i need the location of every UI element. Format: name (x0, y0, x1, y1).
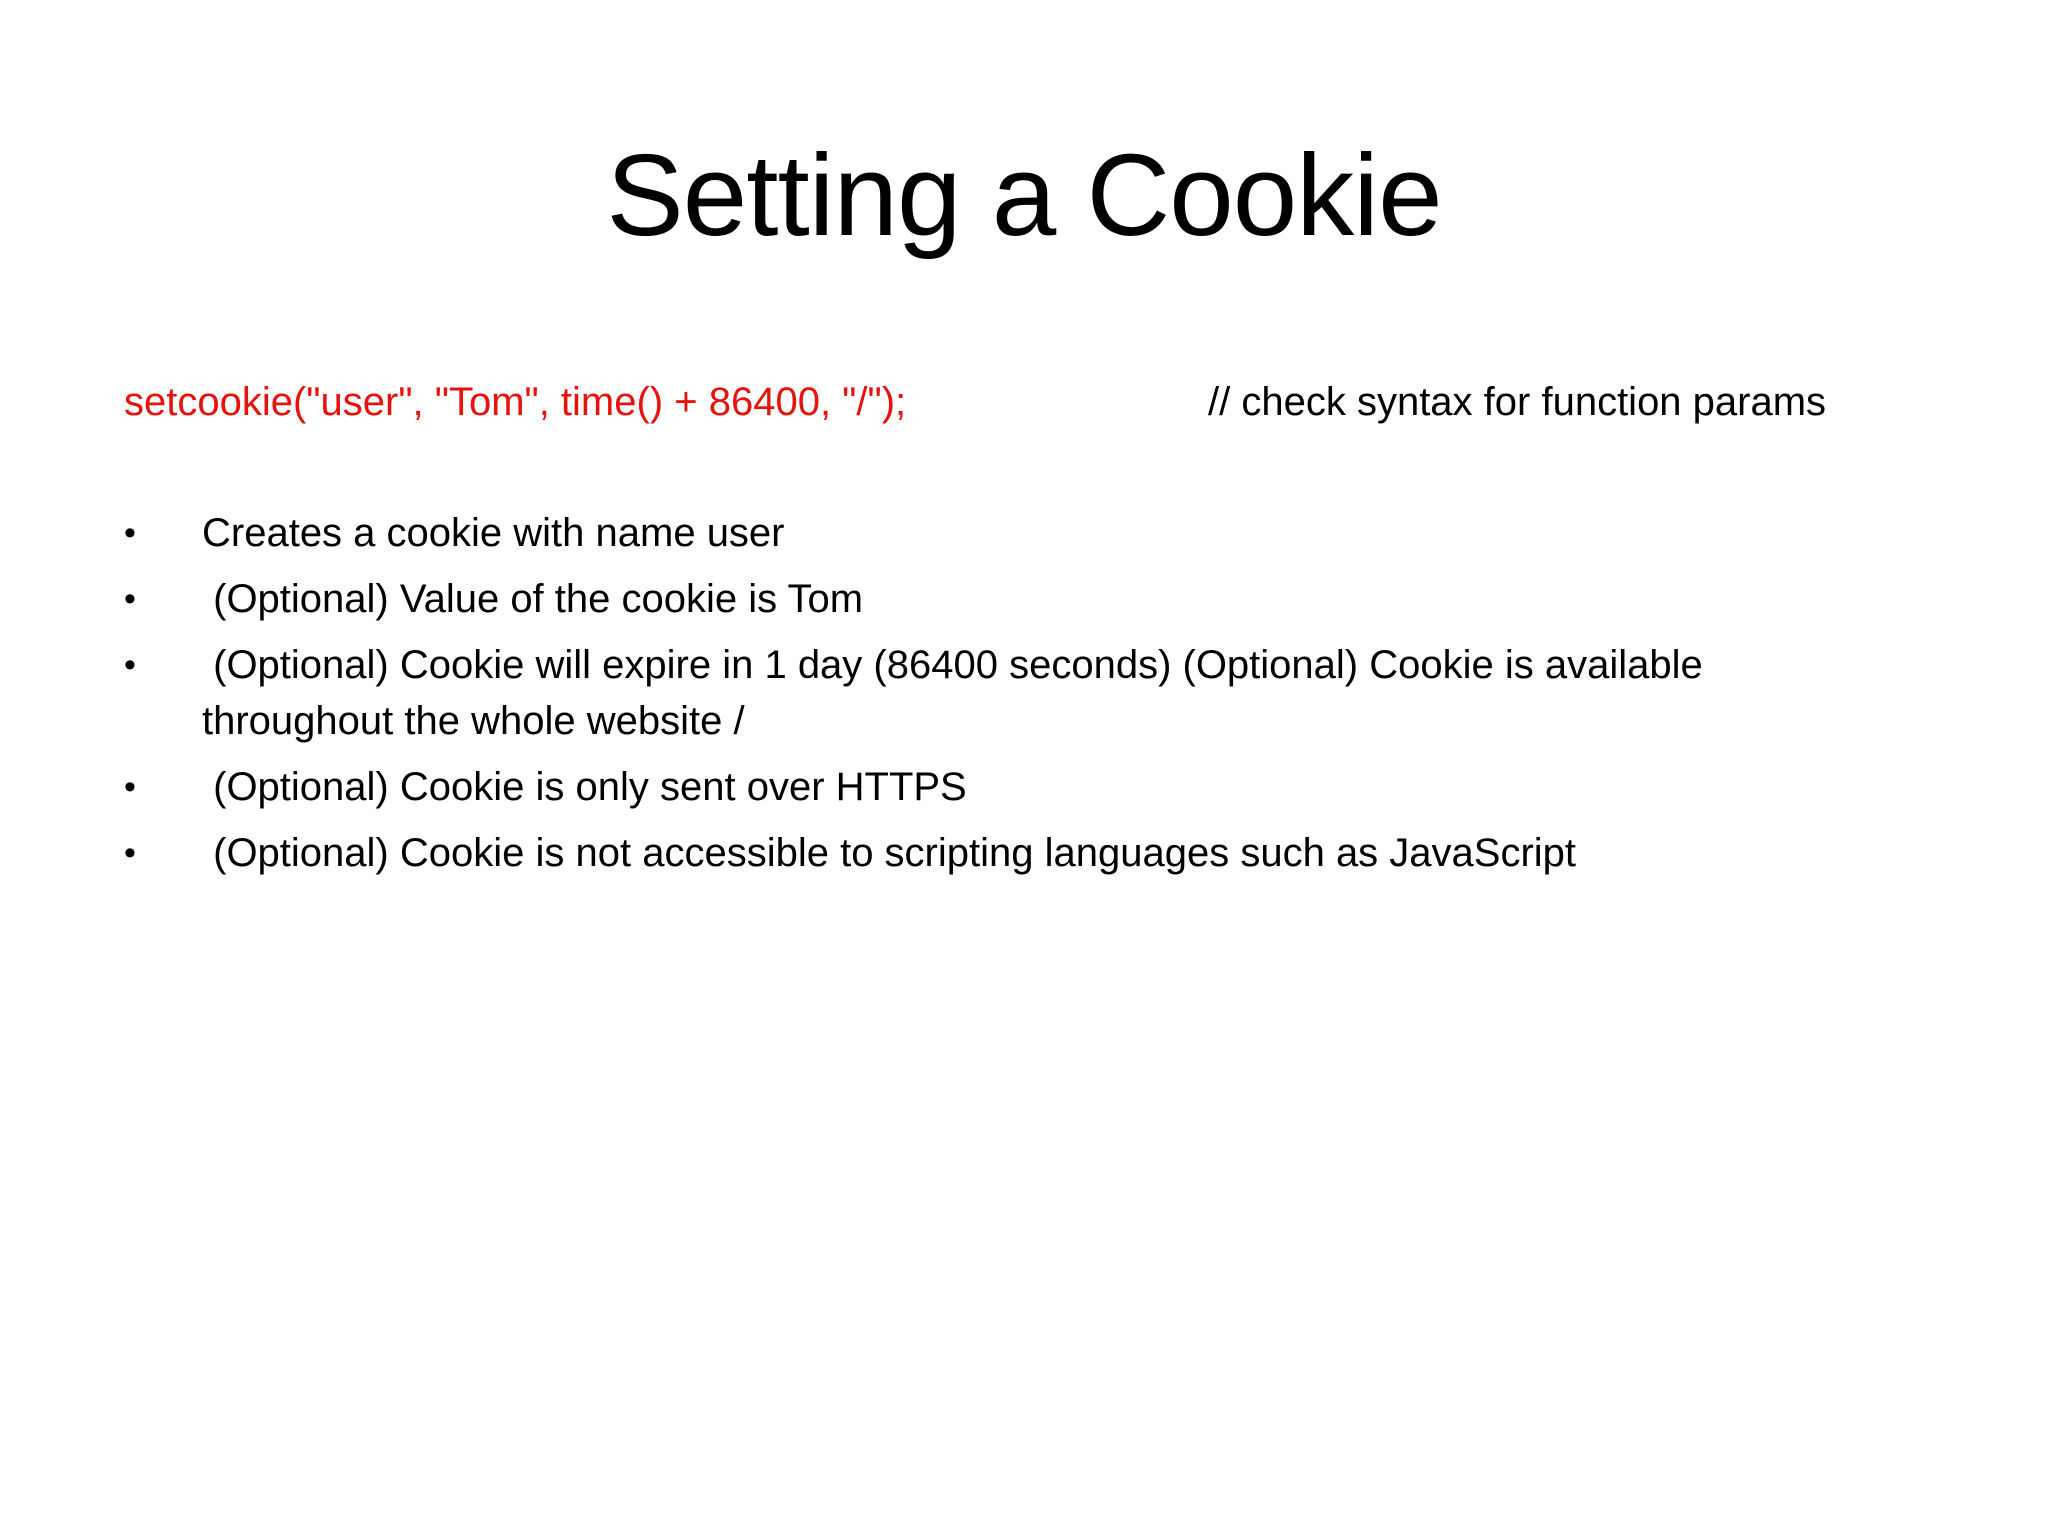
bullet-text: (Optional) Cookie will expire in 1 day (86400 seconds) (Optional) Cookie is available throughout the whole website / (202, 643, 1714, 743)
bullet-list (124, 505, 1844, 891)
code-snippet: setcookie("user", "Tom", time() + 86400, "/"); (124, 380, 907, 424)
bullet-item (124, 505, 1844, 561)
bullet-item (124, 571, 1844, 627)
bullet-text: (Optional) Cookie is not accessible to scripting languages such as JavaScript (202, 831, 1577, 875)
bullet-icon: • (124, 514, 136, 552)
bullet-item (124, 637, 1844, 749)
bullet-icon: • (124, 580, 136, 618)
bullet-item (124, 759, 1844, 815)
bullet-icon: • (124, 834, 136, 872)
code-line (124, 372, 1924, 432)
bullet-icon: • (124, 646, 136, 684)
bullet-item (124, 825, 1844, 881)
bullet-text: (Optional) Cookie is only sent over HTTPS (202, 765, 967, 809)
bullet-icon: • (124, 768, 136, 806)
bullet-text: Creates a cookie with name user (202, 511, 785, 555)
code-comment: // check syntax for function params (1208, 380, 1827, 424)
slide-title: Setting a Cookie (606, 130, 1442, 260)
bullet-text: (Optional) Value of the cookie is Tom (202, 577, 864, 621)
